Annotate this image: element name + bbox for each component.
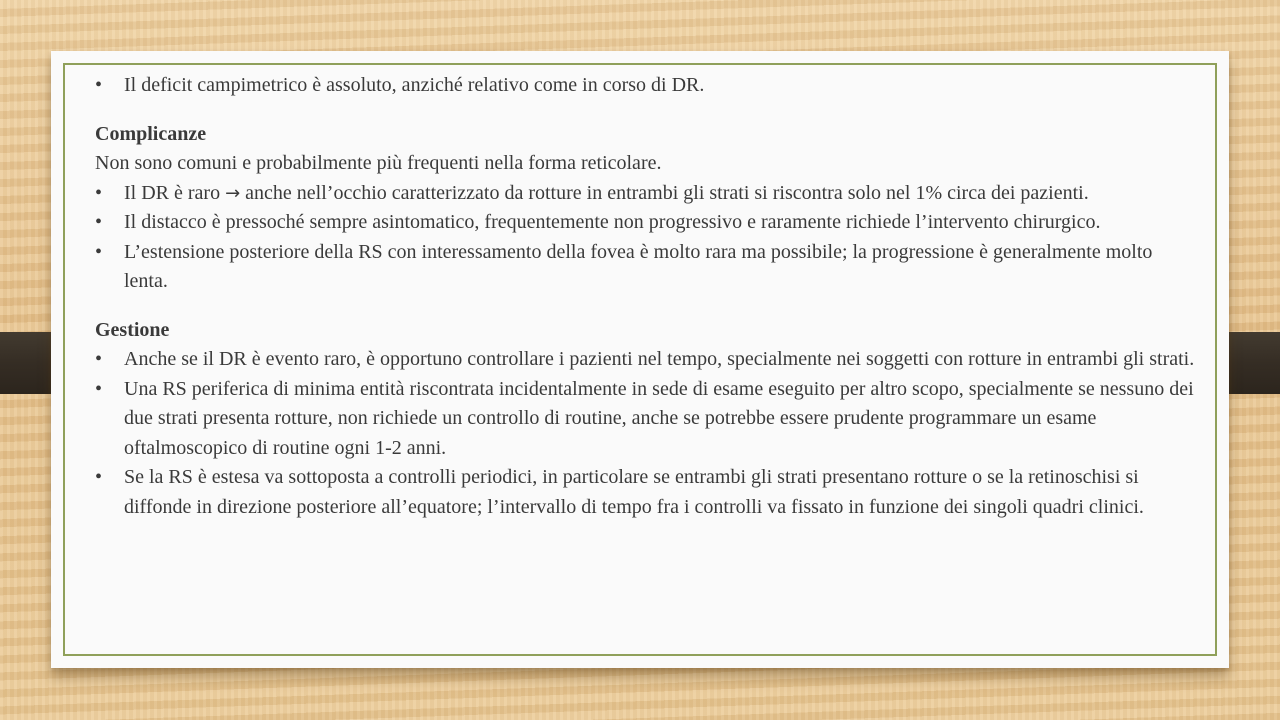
gestione-heading: Gestione (95, 318, 170, 341)
complicanze-heading: Complicanze (95, 122, 207, 145)
slide-card (51, 51, 1229, 668)
complicanze-bullet-list (95, 179, 1195, 297)
intro-bullet-1: • Il deficit campimetrico è assoluto, anziché relativo come in corso di DR. (95, 71, 1195, 101)
complicanze-intro: Non sono comuni e probabilmente più frequenti nella forma reticolare. (95, 152, 662, 174)
complicanze-bullet-1-start: Il DR è raro (124, 181, 226, 204)
gestione-bullet-3: • Se la RS è estesa va sottoposta a controlli periodici, in particolare se entrambi gli strati presentano rotture o se la retinoschisi si diffonde in direzione posteriore all’equatore; l’intervallo di tempo fra i controlli va fissato in funzione dei singoli quadri clinici. (95, 463, 1195, 522)
slide-content (95, 71, 1195, 522)
complicanze-bullet-3: • L’estensione posteriore della RS con interessamento della fovea è molto rara ma possibile; la progressione è generalmente molto lenta. (95, 238, 1195, 297)
gestione-bullet-1: • Anche se il DR è evento raro, è opportuno controllare i pazienti nel tempo, specialmente nei soggetti con rotture in entrambi gli strati. (95, 345, 1195, 375)
complicanze-bullet-1 (95, 179, 1195, 209)
gestione-bullet-list (95, 345, 1195, 522)
intro-bullet-list (95, 71, 1195, 101)
complicanze-bullet-1-end: anche nell’occhio caratterizzato da rotture in entrambi gli strati si riscontra solo nel 1% circa dei pazienti. (240, 181, 1089, 204)
arrow-right-icon: → (225, 182, 241, 204)
gestione-bullet-2: • Una RS periferica di minima entità riscontrata incidentalmente in sede di esame eseguito per altro scopo, specialmente se nessuno dei due strati presenta rotture, non richiede un controllo di routine, anche se potrebbe essere prudente programmare un esame oftalmoscopico di routine ogni 1-2 anni. (95, 375, 1195, 464)
complicanze-bullet-2: • Il distacco è pressoché sempre asintomatico, frequentemente non progressivo e raramente richiede l’intervento chirurgico. (95, 208, 1195, 238)
